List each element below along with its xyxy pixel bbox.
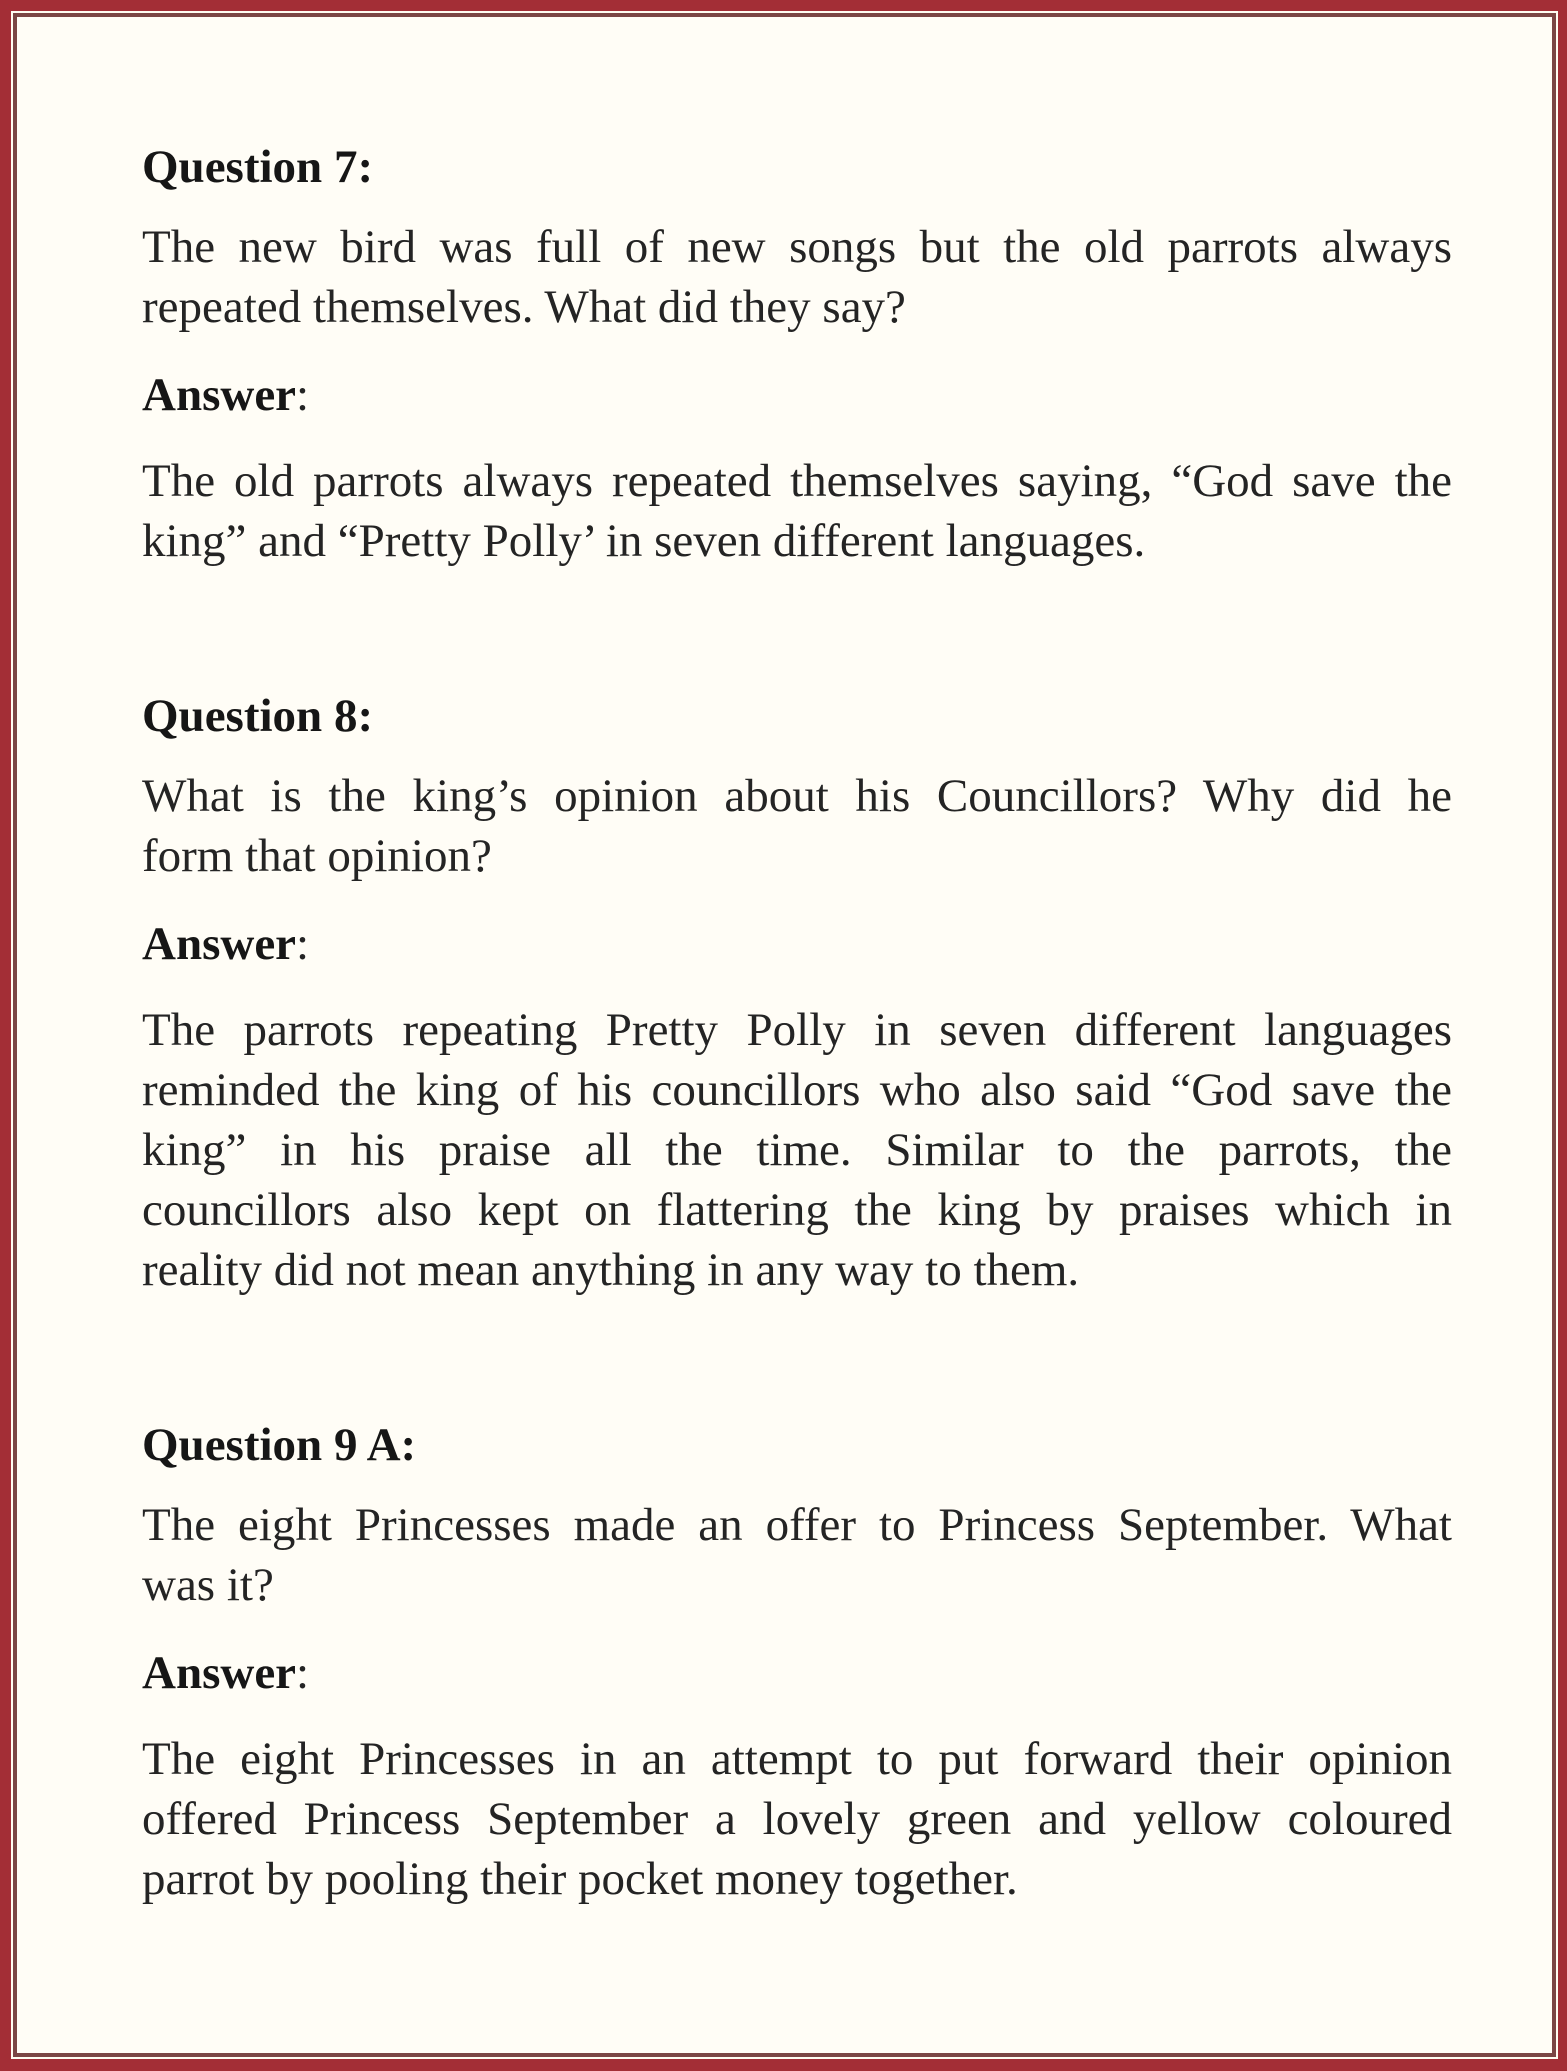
qa-section-question-9a [142,1415,1452,1909]
answer-text-line: offered Princess September a lovely green and yellow coloured [142,1793,1452,1845]
answer-label-word: Answer [142,369,297,421]
answer-label-word: Answer [142,918,297,970]
answer-label [142,365,1452,425]
answer-text-line: councillors also kept on flattering the king by praises which in [142,1184,1452,1236]
question-text-line: The new bird was full of new songs but the old parrots always [142,221,1452,273]
document-content [17,17,1556,1909]
answer-text [142,1729,1452,1909]
answer-label [142,1643,1452,1703]
question-heading: Question 8: [142,690,374,742]
answer-text-line: reality did not mean anything in any way to them. [142,1244,1080,1296]
question-text-line: The eight Princesses made an offer to Princess September. What [142,1499,1452,1551]
answer-label-colon: : [296,1647,310,1699]
answer-text [142,1000,1452,1300]
question-text-line: form that opinion? [142,830,492,882]
question-text-line: repeated themselves. What did they say? [142,281,906,333]
answer-label-colon: : [296,369,310,421]
question-text [142,1495,1452,1615]
question-text-line: What is the king’s opinion about his Councillors? Why did he [142,770,1452,822]
answer-label-colon: : [296,918,310,970]
answer-text-line: king” in his praise all the time. Similar to the parrots, the [142,1124,1452,1176]
answer-label-word: Answer [142,1647,297,1699]
question-text [142,766,1452,886]
answer-text-line: parrot by pooling their pocket money together. [142,1853,1018,1905]
answer-text-line: king” and “Pretty Polly’ in seven different languages. [142,515,1146,567]
qa-section-question-8 [142,686,1452,1300]
answer-text-line: The eight Princesses in an attempt to put forward their opinion [142,1733,1452,1785]
answer-label [142,914,1452,974]
question-text-line: was it? [142,1559,274,1611]
answer-text-line: reminded the king of his councillors who also said “God save the [142,1064,1452,1116]
document-page [13,13,1556,2057]
question-text [142,217,1452,337]
question-heading: Question 9 A: [142,1419,417,1471]
answer-text-line: The old parrots always repeated themselves saying, “God save the [142,455,1452,507]
answer-text-line: The parrots repeating Pretty Polly in seven different languages [142,1004,1452,1056]
answer-text [142,451,1452,571]
page-border-gap [11,11,1558,2059]
qa-section-question-7 [142,137,1452,571]
question-heading: Question 7: [142,141,374,193]
